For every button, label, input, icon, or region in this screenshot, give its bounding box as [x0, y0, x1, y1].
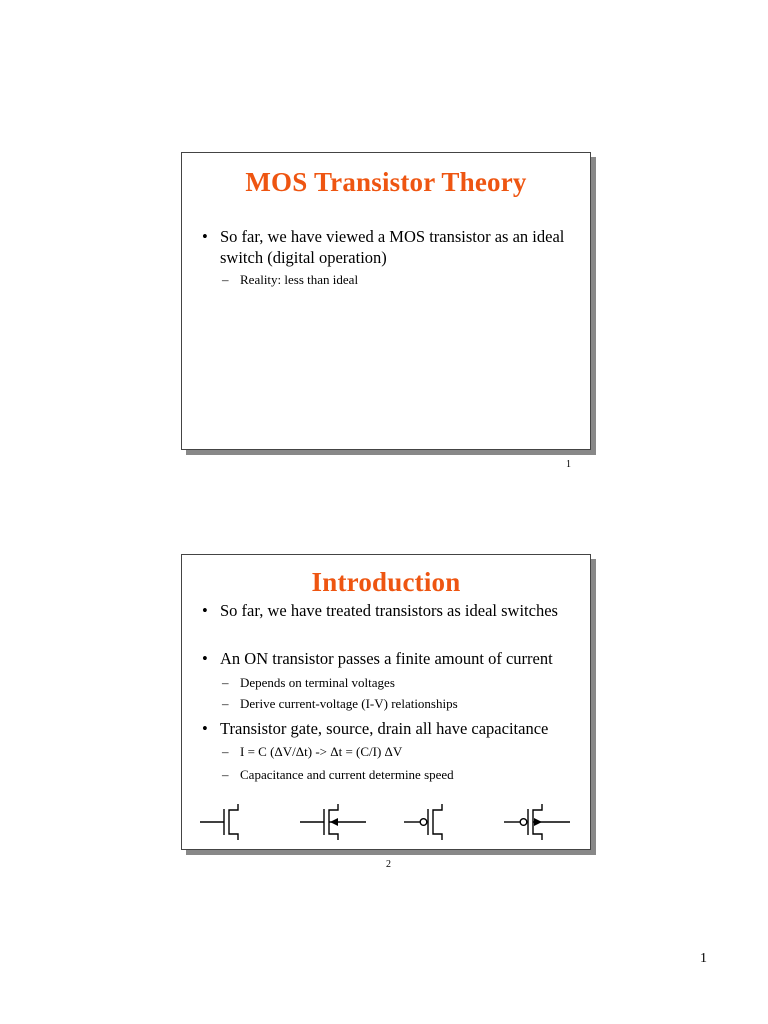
- bullet-icon: •: [202, 649, 208, 668]
- bullet-item: [202, 226, 572, 268]
- bullet-text: So far, we have treated transistors as ideal switches: [220, 601, 558, 620]
- dash-icon: –: [222, 272, 229, 287]
- bullet-text: So far, we have viewed a MOS transistor as an ideal switch (digital operation): [220, 227, 565, 267]
- dash-icon: –: [222, 744, 229, 759]
- sub-bullet-text: I = C (ΔV/Δt) -> Δt = (C/I) ΔV: [240, 744, 403, 759]
- bullet-text: An ON transistor passes a finite amount of current: [220, 649, 553, 668]
- nmos-body-icon: [300, 802, 368, 842]
- slide-1: [181, 152, 591, 450]
- sub-bullet-text: Capacitance and current determine speed: [240, 767, 454, 782]
- bullet-icon: •: [202, 719, 208, 738]
- bullet-text: Transistor gate, source, drain all have capacitance: [220, 719, 549, 738]
- nmos-icon: [200, 802, 250, 842]
- page-number: 1: [700, 951, 707, 966]
- slide-number: 2: [386, 859, 391, 870]
- bullet-item: [202, 718, 592, 739]
- pmos-body-icon: [504, 802, 572, 842]
- pmos-icon: [404, 802, 454, 842]
- dash-icon: –: [222, 696, 229, 711]
- slide-title: MOS Transistor Theory: [245, 167, 527, 197]
- sub-bullet-item: [222, 744, 562, 760]
- sub-bullet-item: [222, 767, 562, 783]
- sub-bullet-text: Depends on terminal voltages: [240, 675, 395, 690]
- slide-title: Introduction: [311, 567, 461, 597]
- sub-bullet-text: Derive current-voltage (I-V) relationships: [240, 696, 458, 711]
- dash-icon: –: [222, 767, 229, 782]
- slide-2: [181, 554, 591, 850]
- bullet-item: [202, 600, 572, 621]
- sub-bullet-text: Reality: less than ideal: [240, 272, 359, 287]
- sub-bullet-item: [222, 696, 562, 712]
- bullet-icon: •: [202, 227, 208, 246]
- dash-icon: –: [222, 675, 229, 690]
- bullet-icon: •: [202, 601, 208, 620]
- bullet-item: [202, 648, 592, 669]
- slide-number: 1: [566, 459, 571, 470]
- sub-bullet-item: [222, 675, 562, 691]
- sub-bullet-item: [222, 272, 562, 288]
